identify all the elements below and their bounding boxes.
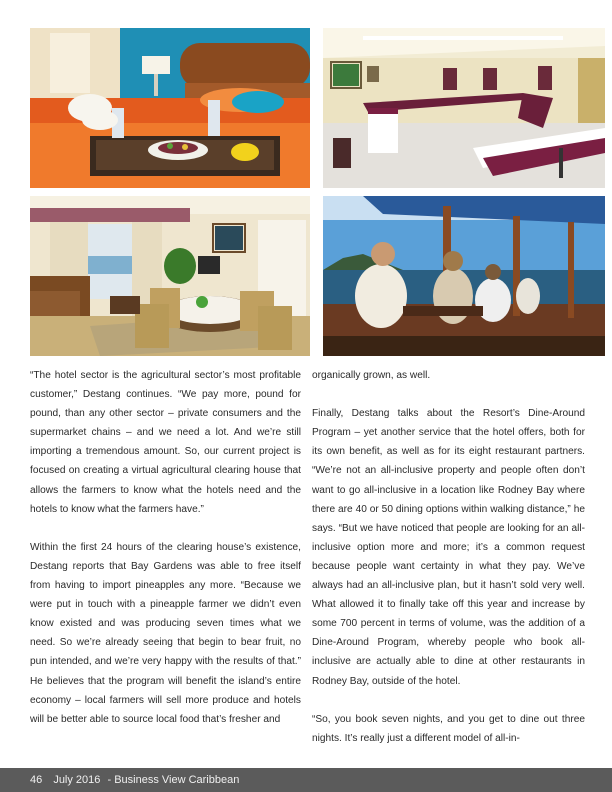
photo-conference-room — [323, 28, 605, 188]
page-footer — [0, 768, 612, 792]
paragraph: “So, you book seven nights, and you get to dine out three nights. It’s really just a different model of all-in- — [312, 713, 585, 744]
paragraph: Finally, Destang talks about the Resort’s Dine-Around Program – yet another service that the hotel offers, both for its own benefit, as well as for its eight restaurant partners. “We’re not an all-inclusive property and people often don’t want to go all-inclusive in a location like Rodney Bay where there are 40 or 50 dining options within walking distance,” he says. “But we have noticed that people are looking for an all-inclusive option more and more; it’s a common request because people want certainty in what they pay. We’ve always had an all-inclusive plan, but it hasn’t sold very well. What allowed it to finally take off this year and increase by some 700 percent in terms of volume, was the addition of a Dine-Around Program, whereby people who book all-inclusive are actually able to dine at other restaurants in Rodney Bay, outside of the hotel. — [312, 408, 585, 687]
article-column-left — [30, 366, 301, 729]
issue-date: July 2016 — [53, 774, 101, 786]
photo-hotel-bedroom — [30, 28, 310, 188]
paragraph: Within the first 24 hours of the clearing house’s existence, Destang reports that Bay Gardens was able to free itself from having to import pineapples any more. “Because we were put in touch with a pineapple farmer we didn’t even know existed and was producing seven times what we need. So we’re already seeing that begin to bear fruit, no pun intended, and we’re very happy with the results of that.” He believes that the program will benefit the island’s entire economy – local farmers will sell more produce and hotels will be better able to source local food that’s fresher and — [30, 541, 301, 725]
publication-name: - Business View Caribbean — [107, 774, 240, 786]
photo-suite-living-room — [30, 196, 310, 356]
page-number: 46 — [30, 774, 43, 786]
paragraph: “The hotel sector is the agricultural sector’s most profitable customer,” Destang continues. “We pay more, pound for pound, than any other sector – private consumers and the supermarket chains – and we need a lot. And we’re still importing a tremendous amount. So, our current project is focused on creating a virtual agricultural clearing house that allows the farmers to know what the hotels need and the hotels to know what the farmers have.” — [30, 370, 301, 515]
paragraph: organically grown, as well. — [312, 370, 431, 381]
photo-terrace-dining — [323, 196, 605, 356]
article-column-right — [312, 366, 585, 748]
